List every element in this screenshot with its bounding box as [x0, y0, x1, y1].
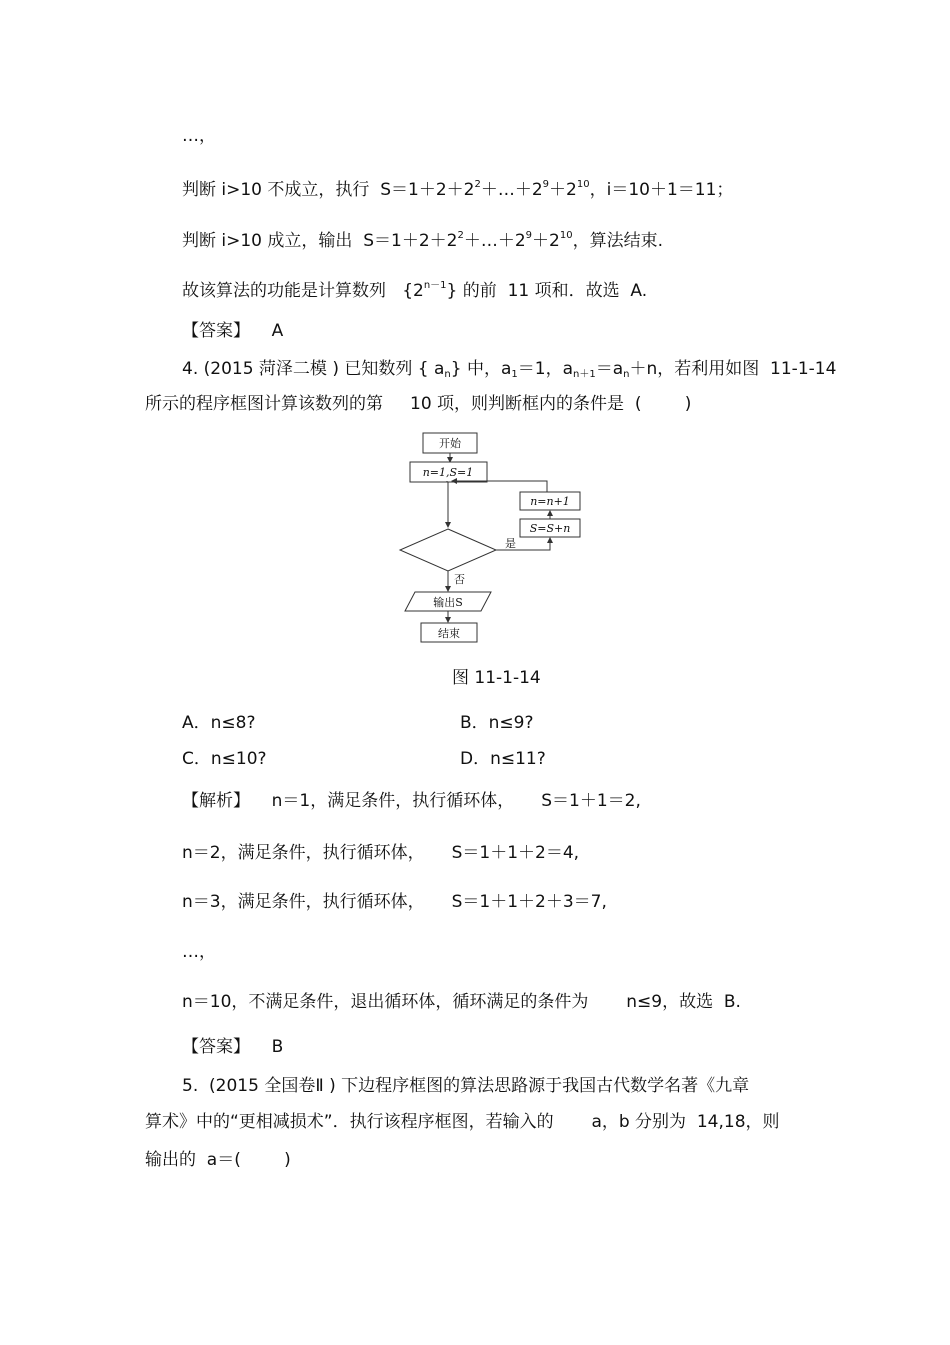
subscript: n [444, 369, 451, 380]
text-span: ，算法结束. [572, 231, 663, 251]
answer-line-2: 【答案】 B [182, 1037, 284, 1057]
text-span: ＋2 [549, 180, 577, 200]
question-4-line-1 [182, 358, 836, 386]
text-span: } 的前 11 项和．故选 A. [446, 281, 648, 301]
text-span: 4. (2015 菏泽二模 ) 已知数列 { a [182, 359, 445, 379]
solution-line-3: n＝3，满足条件，执行循环体， S＝1＋1＋2＋3＝7, [182, 892, 607, 912]
output-label: 输出S [433, 596, 463, 609]
figure-caption: 图 11-1-14 [452, 668, 541, 688]
solution-line-5: n＝10，不满足条件，退出循环体，循环满足的条件为 n≤9，故选 B. [182, 992, 741, 1012]
no-label: 否 [454, 573, 465, 586]
text-span: ＝1，a [517, 359, 573, 379]
solution-line-1: 【解析】 n＝1，满足条件，执行循环体， S＝1＋1＝2, [182, 791, 641, 811]
text-line-ellipsis-1: …， [182, 126, 216, 146]
question-5-line-2: 算术》中的“更相减损术”．执行该程序框图，若输入的 a，b 分别为 14,18，则 [145, 1112, 780, 1132]
subscript: n [623, 369, 630, 380]
decision-diamond [400, 529, 496, 571]
end-label: 结束 [438, 627, 460, 640]
option-a: A．n≤8? [182, 713, 256, 733]
option-d: D．n≤11? [460, 749, 546, 769]
question-4-line-2: 所示的程序框图计算该数列的第 10 项，则判断框内的条件是 ( ) [145, 394, 692, 414]
init-label: n=1,S=1 [422, 466, 474, 479]
text-span: ＋n，若利用如图 11-1-14 [629, 359, 837, 379]
text-line-judge-not-true [182, 174, 733, 201]
solution-line-2: n＝2，满足条件，执行循环体， S＝1＋1＋2＝4, [182, 843, 580, 863]
superscript: 9 [542, 179, 550, 190]
question-5-line-3: 输出的 a＝( ) [145, 1150, 291, 1170]
text-line-judge-true [182, 225, 663, 252]
text-span: } 中，a [450, 359, 512, 379]
solution-line-ellipsis: …， [182, 942, 216, 962]
text-span: ＝a [595, 359, 624, 379]
option-b: B．n≤9? [460, 713, 534, 733]
option-c: C．n≤10? [182, 749, 267, 769]
text-span: 故该算法的功能是计算数列 {2 [182, 281, 424, 301]
yes-label: 是 [505, 537, 516, 550]
superscript: 2 [457, 230, 464, 241]
superscript: 2 [474, 179, 481, 190]
text-span: 判断 i>10 成立，输出 S＝1＋2＋2 [182, 231, 458, 251]
flowchart-figure [397, 430, 587, 646]
answer-line-1: 【答案】 A [182, 321, 284, 341]
text-line-conclusion [182, 275, 647, 302]
update-s-label: S=S+n [529, 522, 571, 535]
subscript: n＋1 [573, 369, 596, 380]
subscript: 1 [511, 369, 518, 380]
superscript: 9 [525, 230, 533, 241]
superscript: 10 [576, 179, 590, 190]
text-span: ＋…＋2 [480, 180, 543, 200]
superscript: n－1 [423, 280, 447, 291]
superscript: 10 [559, 230, 573, 241]
text-span: ＋…＋2 [463, 231, 526, 251]
start-label: 开始 [439, 437, 461, 450]
text-span: ，i＝10＋1＝11； [589, 180, 734, 200]
update-n-label: n=n+1 [530, 495, 570, 508]
text-span: ＋2 [532, 231, 560, 251]
question-5-line-1: 5. (2015 全国卷Ⅱ ) 下边程序框图的算法思路源于我国古代数学名著《九章 [182, 1076, 750, 1096]
text-span: 判断 i>10 不成立，执行 S＝1＋2＋2 [182, 180, 475, 200]
